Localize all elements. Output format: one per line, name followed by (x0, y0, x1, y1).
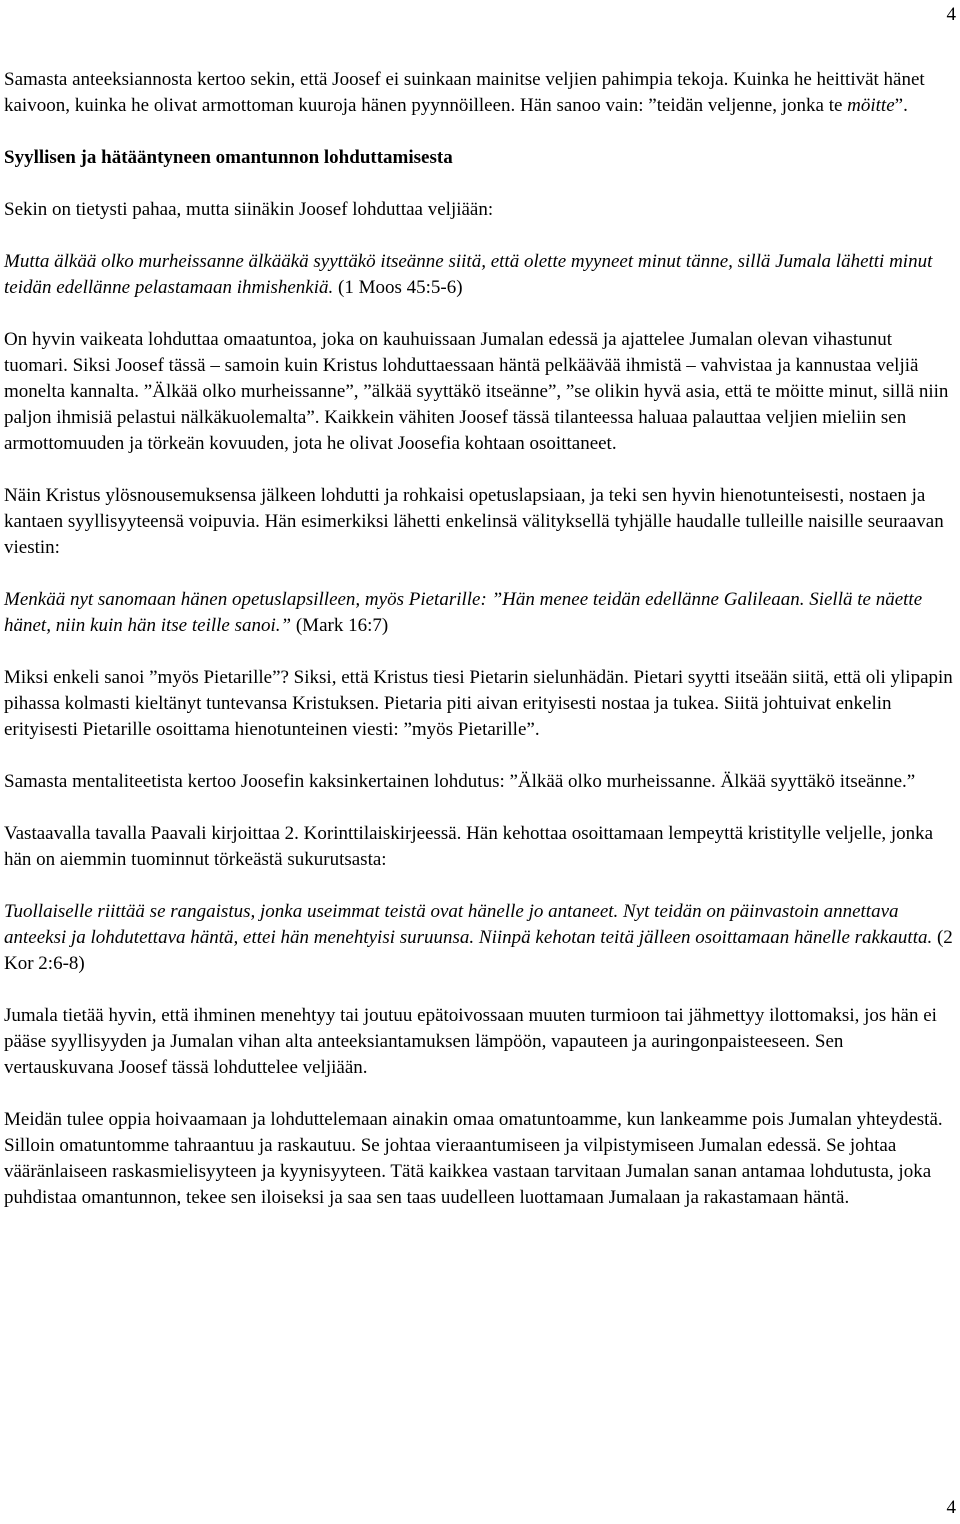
paragraph-4: Näin Kristus ylösnousemuksensa jälkeen lohdutti ja rohkaisi opetuslapsiaan, ja teki sen hyvin hienotunteisesti, nostaen ja kantaen syyllisyyteensä voipuvia. Hän esimerkiksi lähetti enkelinsä välityksellä tyhjälle haudalle tulleille naisille seuraavan viestin: (4, 485, 944, 558)
paragraph-1-italic: möitte (847, 95, 895, 116)
paragraph-5: Miksi enkeli sanoi ”myös Pietarille”? Siksi, että Kristus tiesi Pietarin sielunhädän. Pietari syytti itseään siitä, että oli ylipapin pihassa kolmasti kieltänyt tuntevansa Kristuksen. Pietaria piti aivan erityisesti nostaa ja tukea. Siitä johtuivat enkelin erityisesti Pietarille osoittama hienotunteinen viesti: ”myös Pietarille”. (4, 667, 953, 740)
paragraph-9: Meidän tulee oppia hoivaamaan ja lohduttelemaan ainakin omaa omatuntoamme, kun lankeamme pois Jumalan yhteydestä. Silloin omatuntomme tahraantuu ja raskautuu. Se johtaa vieraantumiseen ja vilpistymiseen Jumalan edessä. Se johtaa vääränlaiseen raskasmielisyyteen ja kyynisyyteen. Tätä kaikkea vastaan tarvitaan Jumalan sanan antamaa lohdutusta, joka puhdistaa omantunnon, tekee sen iloiseksi ja saa sen taas uudelleen luottamaan Jumalaan ja rakastamaan häntä. (4, 1109, 943, 1208)
paragraph-3: On hyvin vaikeata lohduttaa omaatuntoa, joka on kauhuissaan Jumalan edessä ja ajattelee Jumalan olevan vihastunut tuomari. Siksi Joosef tässä – samoin kuin Kristus lohduttaessaan häntä pelkäävää ihmistä – vahvistaa ja kannustaa veljiä monelta kannalta. ”Älkää olko murheissanne”, ”älkää syyttäkö itseänne”, ”se olikin hyvä asia, että te möitte minut, sillä niin paljon ihmisiä pelastui nälkäkuolemalta”. Kaikkein vähiten Joosef tässä tilanteessa haluaa palauttaa veljien mieliin sen armottomuuden ja törkeän kovuuden, jota he olivat Joosefia kohtaan osoittaneet. (4, 329, 949, 454)
quote-1 (4, 249, 956, 301)
quote-2-text: Menkää nyt sanomaan hänen opetuslapsilleen, myös Pietarille: ”Hän menee teidän edellänne Galileaan. Siellä te näette hänet, niin kuin hän itse teille sanoi.” (4, 589, 923, 636)
page-number-bottom: 4 (946, 1497, 956, 1518)
paragraph-8: Jumala tietää hyvin, että ihminen menehtyy tai joutuu epätoivossaan muuten turmioon tai jähmettyy ilottomaksi, jos hän ei pääse syyllisyyden ja Jumalan vihan alta anteeksiantamuksen lämpöön, vapauteen ja auringonpaisteeseen. Sen vertauskuvana Joosef tässä lohduttelee veljiään. (4, 1005, 937, 1078)
document-body (4, 67, 956, 1211)
paragraph-1-end: ”. (894, 95, 908, 116)
paragraph-1 (4, 67, 956, 119)
quote-2 (4, 587, 956, 639)
paragraph-6: Samasta mentaliteetista kertoo Joosefin kaksinkertainen lohdutus: ”Älkää olko murheissanne. Älkää syyttäkö itseänne.” (4, 771, 916, 792)
quote-1-text: Mutta älkää olko murheissanne älkääkä syyttäkö itseänne siitä, että olette myyneet minut tänne, sillä Jumala lähetti minut teidän edellänne pelastamaan ihmishenkiä. (4, 251, 933, 298)
section-heading: Syyllisen ja hätääntyneen omantunnon lohduttamisesta (4, 147, 453, 168)
paragraph-2: Sekin on tietysti pahaa, mutta siinäkin Joosef lohduttaa veljiään: (4, 199, 494, 220)
quote-3-reference: (2 Kor 2:6-8) (4, 927, 953, 974)
paragraph-7: Vastaavalla tavalla Paavali kirjoittaa 2. Korinttilaiskirjeessä. Hän kehottaa osoittamaan lempeyttä kristitylle veljelle, jonka hän on aiemmin tuominnut törkeästä sukurutsasta: (4, 823, 934, 870)
quote-2-reference: (Mark 16:7) (291, 615, 389, 636)
quote-3 (4, 899, 956, 977)
quote-3-text: Tuollaiselle riittää se rangaistus, jonka useimmat teistä ovat hänelle jo antaneet. Nyt teidän on päinvastoin annettava anteeksi ja lohdutettava häntä, ettei hän menehtyisi suruunsa. Niinpä kehotan teitä jälleen osoittamaan hänelle rakkautta. (4, 901, 933, 948)
page-number-top: 4 (946, 4, 956, 25)
paragraph-1-text: Samasta anteeksiannosta kertoo sekin, että Joosef ei suinkaan mainitse veljien pahimpia tekoja. Kuinka he heittivät hänet kaivoon, kuinka he olivat armottoman kuuroja hänen pyynnöilleen. Hän sanoo vain: ”teidän veljenne, jonka te (4, 69, 925, 116)
quote-1-reference: (1 Moos 45:5-6) (333, 277, 463, 298)
